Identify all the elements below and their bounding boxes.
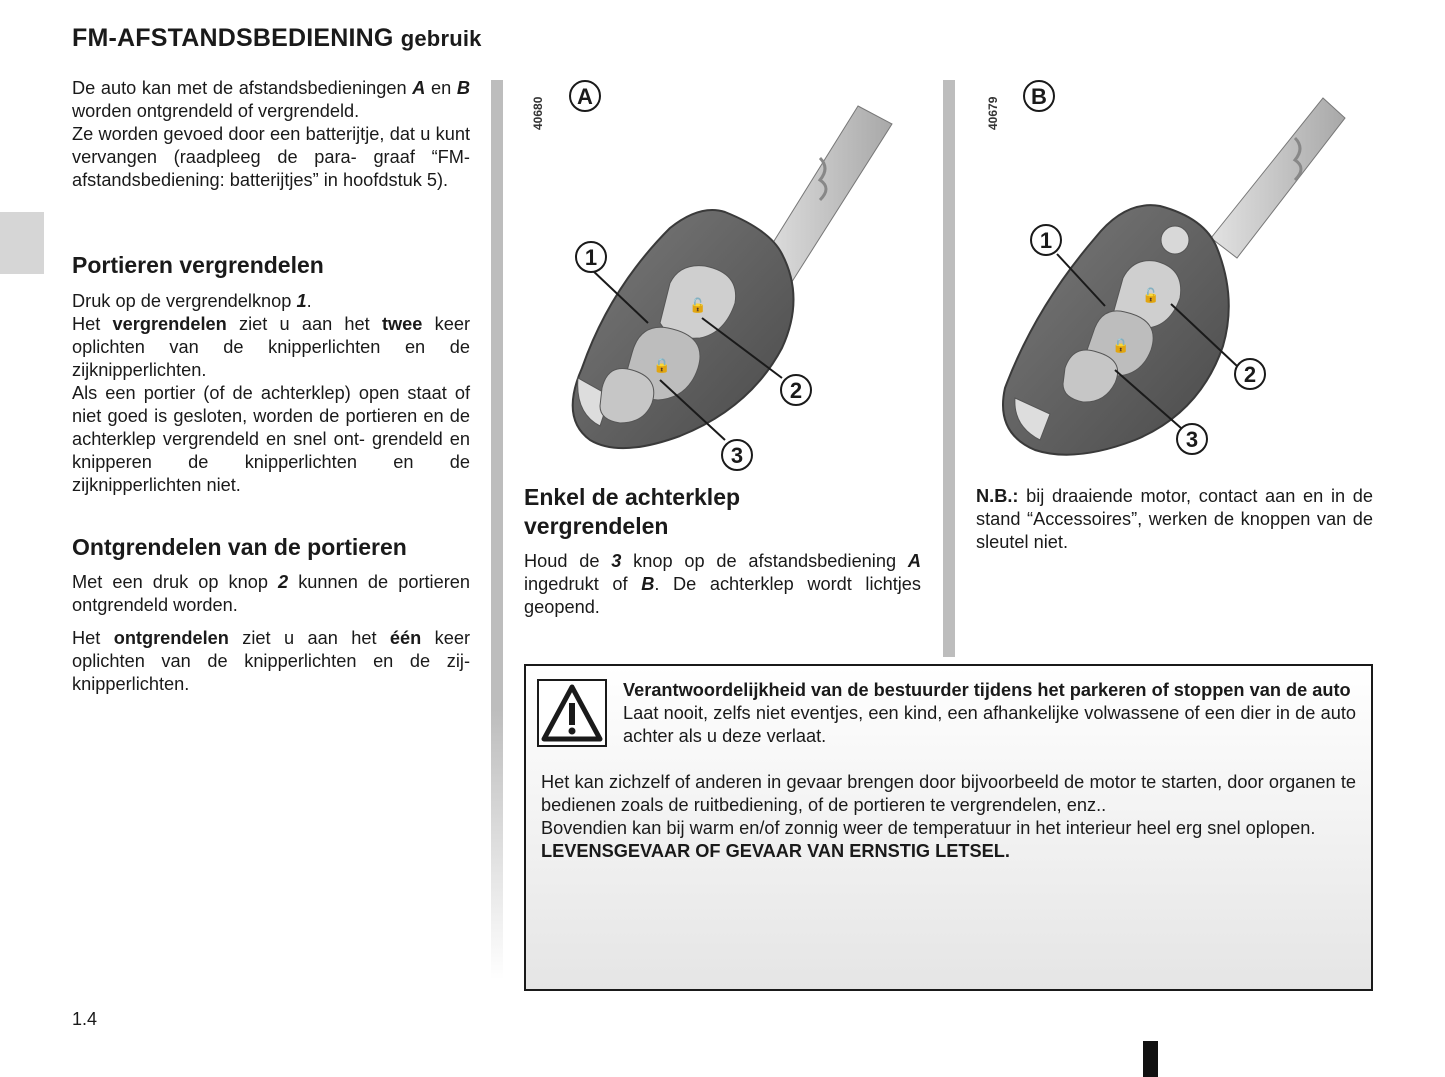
note-paragraph bbox=[976, 485, 1373, 554]
intro-key-b: B bbox=[456, 78, 470, 98]
tailgate-heading-line-1: Enkel de achterklep bbox=[524, 484, 741, 510]
lock-text-2b: vergrendelen bbox=[112, 314, 227, 334]
figure-b-label: B bbox=[1031, 84, 1047, 109]
intro-key-a: A bbox=[412, 78, 426, 98]
page-number: 1.4 bbox=[72, 1009, 98, 1029]
lock-text-2c: ziet u aan het bbox=[226, 314, 382, 334]
warning-triangle-icon bbox=[539, 681, 605, 745]
unlock-key: 2 bbox=[278, 572, 289, 592]
intro-text-4: Ze worden gevoed door een batterijtje, dat u kunt vervangen (raadpleeg de para- graaf “FM-afstandsbediening: batterijtjes” in hoofdstuk 5). bbox=[72, 124, 470, 190]
lock-paragraph bbox=[72, 290, 470, 497]
warning-icon bbox=[537, 679, 607, 747]
print-mark bbox=[1143, 1041, 1158, 1077]
page-title bbox=[72, 24, 482, 53]
note-text: bij draaiende motor, contact aan en in de stand “Accessoires”, werken de knoppen van de sleutel niet. bbox=[976, 486, 1373, 552]
unlock-text-2c: ziet u aan het bbox=[228, 628, 390, 648]
unlock-text-2a: Het bbox=[72, 628, 114, 648]
unlock-heading: Ontgrendelen van de portieren bbox=[72, 534, 407, 560]
warning-text-3: Bovendien kan bij warm en/of zonnig weer de temperatuur in het interieur heel erg snel oplopen. bbox=[541, 818, 1316, 838]
callout-1-a: 1 bbox=[584, 245, 598, 270]
chapter-tab bbox=[0, 212, 44, 274]
lock-heading: Portieren vergrendelen bbox=[72, 252, 324, 278]
warning-body bbox=[541, 771, 1356, 863]
unlock-text-2e: keer oplichten van de knipperlichten en de zij- knipperlichten. bbox=[72, 628, 471, 694]
unlock-paragraph bbox=[72, 571, 470, 696]
warning-title: Verantwoordelijkheid van de bestuurder tijdens het parkeren of stoppen van de auto bbox=[623, 680, 1351, 700]
page-title-main: FM-AFSTANDSBEDIENING bbox=[72, 24, 394, 52]
tailgate-key: 3 bbox=[611, 551, 622, 571]
key-release-button-b bbox=[1161, 226, 1189, 254]
key-blade-b bbox=[1211, 98, 1345, 258]
unlock-text-1a: Met een druk op knop bbox=[72, 572, 279, 592]
tailgate-heading bbox=[524, 483, 921, 541]
figure-a-ref: 40680 bbox=[531, 96, 545, 130]
unlock-glyph-b: 🔓 bbox=[1142, 287, 1160, 303]
lock-text-3: Als een portier (of de achterklep) open staat of niet goed is gesloten, worden de portieren en de achterklep vergrendeld en snel ont- grendeld en knipperen de knipperlichten en de zijknipperlichten niet. bbox=[72, 383, 470, 495]
column-divider-1 bbox=[491, 80, 503, 980]
callout-2-b: 2 bbox=[1243, 362, 1257, 387]
lock-glyph-b: 🔒 bbox=[1112, 337, 1130, 353]
lock-text-2e: keer oplichten van de knipperlichten en de zijknipperlichten. bbox=[72, 314, 470, 380]
tailgate-text-4: . De achterklep wordt lichtjes geopend. bbox=[524, 574, 921, 617]
key-figure-a bbox=[520, 78, 932, 478]
lock-text-2a: Het bbox=[72, 314, 113, 334]
lock-key: 1 bbox=[296, 291, 307, 311]
callout-3-b: 3 bbox=[1185, 427, 1199, 452]
unlock-glyph-a: 🔓 bbox=[689, 297, 707, 313]
lock-text-1-end: . bbox=[306, 291, 312, 311]
column-divider-2 bbox=[943, 80, 955, 657]
lock-text-1: Druk op de vergrendelknop bbox=[72, 291, 297, 311]
intro-paragraph bbox=[72, 77, 470, 192]
callout-1-b: 1 bbox=[1039, 228, 1053, 253]
lock-text-2d: twee bbox=[381, 314, 423, 334]
callout-2-a: 2 bbox=[789, 378, 803, 403]
warning-text-1: Laat nooit, zelfs niet eventjes, een kind, een afhankelijke volwassene of een dier in de auto achter als u deze verlaat. bbox=[623, 703, 1356, 746]
intro-text-1: De auto kan met de afstandsbedieningen bbox=[72, 78, 413, 98]
warning-head bbox=[623, 679, 1356, 748]
intro-text-3: worden ontgrendeld of vergrendeld. bbox=[72, 101, 360, 121]
unlock-text-1b: kunnen de portieren ontgrendeld worden. bbox=[72, 572, 470, 615]
lock-glyph-a: 🔒 bbox=[653, 357, 671, 373]
unlock-text-2b: ontgrendelen bbox=[113, 628, 229, 648]
figure-a-label: A bbox=[577, 84, 593, 109]
tailgate-paragraph bbox=[524, 550, 921, 619]
tailgate-heading-line-2: vergrendelen bbox=[524, 513, 669, 539]
callout-3-a: 3 bbox=[730, 443, 744, 468]
tailgate-key-b: B bbox=[641, 574, 655, 594]
tailgate-key-a: A bbox=[907, 551, 921, 571]
unlock-text-2d: één bbox=[389, 628, 422, 648]
tailgate-text-1: Houd de bbox=[524, 551, 612, 571]
intro-text-2: en bbox=[425, 78, 457, 98]
key-figure-b bbox=[975, 78, 1375, 478]
page-title-sub: gebruik bbox=[400, 26, 482, 51]
tailgate-text-3: ingedrukt of bbox=[524, 574, 642, 594]
warning-text-4: LEVENSGEVAAR OF GEVAAR VAN ERNSTIG LETSEL. bbox=[541, 841, 1010, 861]
tailgate-text-2: knop op de afstandsbediening bbox=[621, 551, 908, 571]
note-label: N.B.: bbox=[976, 486, 1019, 506]
figure-b-ref: 40679 bbox=[986, 96, 1000, 130]
warning-text-2: Het kan zichzelf of anderen in gevaar brengen door bijvoorbeeld de motor te starten, door organen te bedienen zoals de ruitbediening, of de portieren te vergrendelen, enz.. bbox=[541, 772, 1356, 815]
